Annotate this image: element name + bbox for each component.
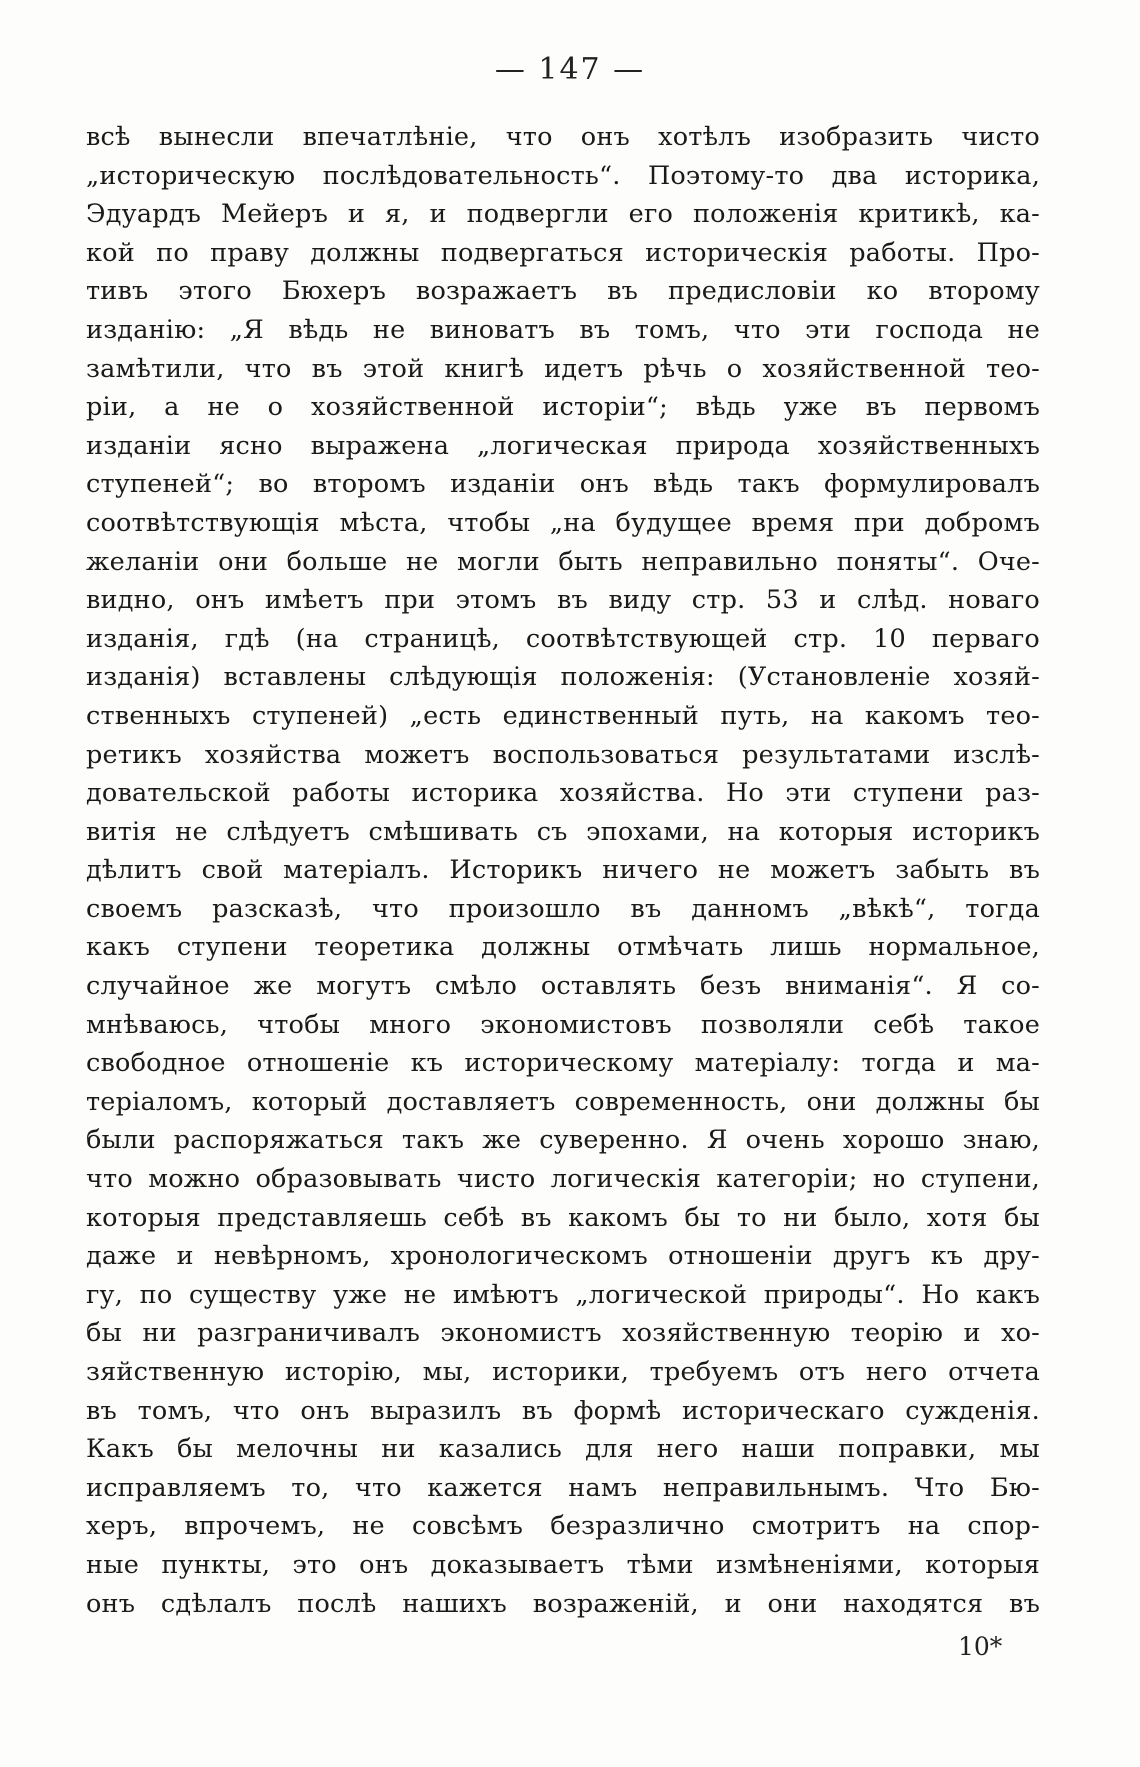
text-line: Какъ бы мелочны ни казались для него наши поправки, мы xyxy=(86,1434,1040,1465)
text-line: кой по праву должны подвергаться историческія работы. Про- xyxy=(86,237,1040,268)
text-line: желаніи они больше не могли быть неправильно поняты“. Оче- xyxy=(86,546,1040,577)
page-number: — 147 — xyxy=(494,52,646,87)
text-line: изданія) вставлены слѣдующія положенія: (Установленіе хозяй- xyxy=(86,662,1040,693)
text-line: даже и невѣрномъ, хронологическомъ отношеніи другъ къ дру- xyxy=(86,1241,1040,1272)
text-line: что можно образовывать чисто логическія категоріи; но ступени, xyxy=(86,1164,1040,1195)
text-line: изданіи ясно выражена „логическая природа хозяйственныхъ xyxy=(86,430,1040,461)
text-line: ріи, а не о хозяйственной исторіи“; вѣдь уже въ первомъ xyxy=(86,392,1040,423)
text-line: соотвѣтствующія мѣста, чтобы „на будущее время при добромъ xyxy=(86,507,1040,538)
text-line: въ томъ, что онъ выразилъ въ формѣ историческаго сужденія. xyxy=(86,1395,1040,1426)
text-line: какъ ступени теоретика должны отмѣчать лишь нормальное, xyxy=(86,932,1040,963)
text-line: ступеней“; во второмъ изданіи онъ вѣдь такъ формулировалъ xyxy=(86,469,1040,500)
text-line: всѣ вынесли впечатлѣніе, что онъ хотѣлъ изобразить чисто xyxy=(86,122,1040,152)
text-line: гу, по существу уже не имѣютъ „логической природы“. Но какъ xyxy=(86,1279,1040,1310)
body-text xyxy=(86,118,1040,1623)
text-line: витія не слѣдуетъ смѣшивать съ эпохами, на которыя историкъ xyxy=(86,816,1040,847)
text-line: ные пункты, это онъ доказываетъ тѣми измѣненіями, которыя xyxy=(86,1549,1040,1580)
text-line: дѣлитъ свой матеріалъ. Историкъ ничего не можетъ забыть въ xyxy=(86,855,1040,886)
text-line: зяйственную исторію, мы, историки, требуемъ отъ него отчета xyxy=(86,1357,1040,1387)
text-line: Эдуардъ Мейеръ и я, и подвергли его положенія критикѣ, ка- xyxy=(86,199,1040,230)
text-line: видно, онъ имѣетъ при этомъ въ виду стр. 53 и слѣд. новаго xyxy=(86,585,1040,616)
text-line: бы ни разграничивалъ экономистъ хозяйственную теорію и хо- xyxy=(86,1318,1040,1349)
text-line: изданія, гдѣ (на страницѣ, соотвѣтствующей стр. 10 перваго xyxy=(86,623,1040,654)
text-line: свободное отношеніе къ историческому матеріалу: тогда и ма- xyxy=(86,1048,1040,1079)
signature-mark: 10* xyxy=(958,1632,1003,1661)
text-line: довательской работы историка хозяйства. Но эти ступени раз- xyxy=(86,778,1040,809)
text-line: теріаломъ, который доставляетъ современность, они должны бы xyxy=(86,1086,1040,1117)
text-line: тивъ этого Бюхеръ возражаетъ въ предисловіи ко второму xyxy=(86,276,1040,307)
text-line: которыя представляешь себѣ въ какомъ бы то ни было, хотя бы xyxy=(86,1202,1040,1233)
text-line: исправляемъ то, что кажется намъ неправильнымъ. Что Бю- xyxy=(86,1472,1040,1503)
text-line: онъ сдѣлалъ послѣ нашихъ возраженій, и они находятся въ xyxy=(86,1588,1040,1619)
text-line: изданію: „Я вѣдь не виноватъ въ томъ, что эти господа не xyxy=(86,314,1040,345)
text-line: случайное же могутъ смѣло оставлять безъ вниманія“. Я со- xyxy=(86,971,1040,1002)
text-line: замѣтили, что въ этой книгѣ идетъ рѣчь о хозяйственной тео- xyxy=(86,353,1040,384)
text-line: мнѣваюсь, чтобы много экономистовъ позволяли себѣ такое xyxy=(86,1009,1040,1040)
text-line: ретикъ хозяйства можетъ воспользоваться результатами изслѣ- xyxy=(86,739,1040,770)
text-line: херъ, впрочемъ, не совсѣмъ безразлично смотритъ на спор- xyxy=(86,1511,1040,1542)
text-line: „историческую послѣдовательность“. Поэтому-то два историка, xyxy=(86,160,1040,191)
text-line: были распоряжаться такъ же суверенно. Я очень хорошо знаю, xyxy=(86,1125,1040,1156)
text-line: ственныхъ ступеней) „есть единственный путь, на какомъ тео- xyxy=(86,700,1040,731)
text-line: своемъ разсказѣ, что произошло въ данномъ „вѣкѣ“, тогда xyxy=(86,893,1040,924)
